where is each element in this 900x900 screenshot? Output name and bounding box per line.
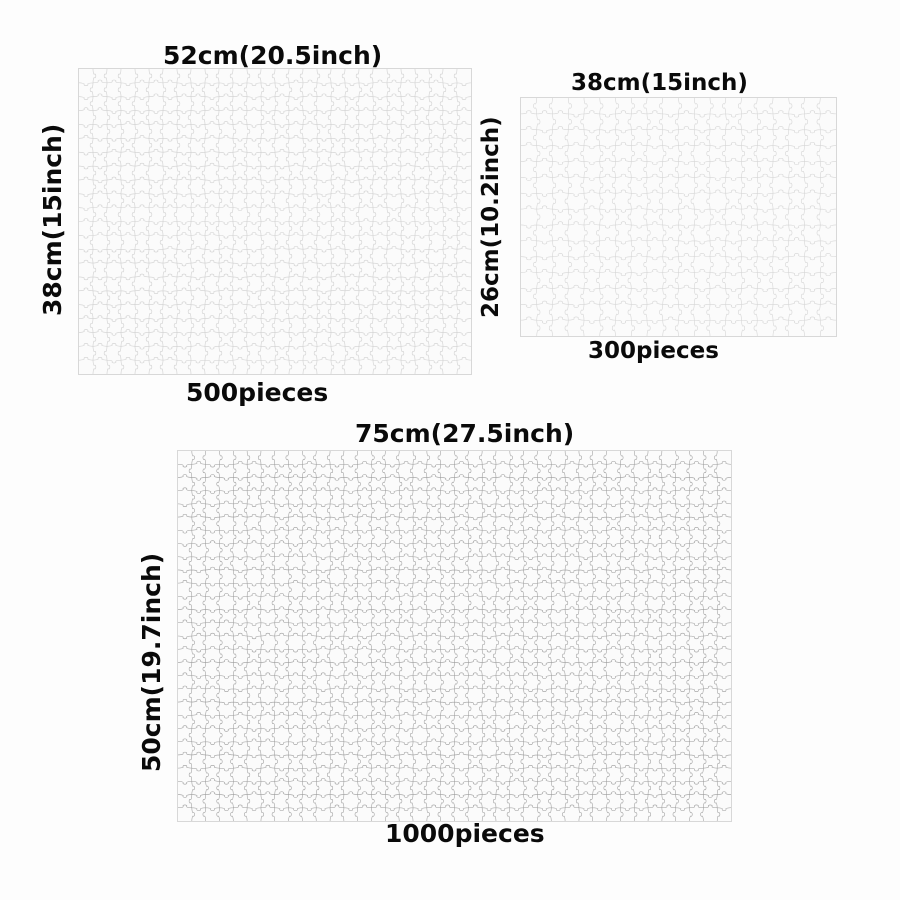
puzzle-1000-pieces-label: 1000pieces [385,819,545,848]
puzzle-1000-height-label: 50cm(19.7inch) [137,552,166,772]
puzzle-piece-outlines-500 [79,69,471,374]
puzzle-piece-outlines-1000 [178,451,731,821]
puzzle-300-width-label: 38cm(15inch) [571,70,748,96]
puzzle-300-height-label: 26cm(10.2inch) [478,116,504,318]
puzzle-panel-300 [520,97,837,337]
puzzle-500-width-label: 52cm(20.5inch) [163,41,383,70]
puzzle-panel-500 [78,68,472,375]
puzzle-500-height-label: 38cm(15inch) [38,123,67,316]
puzzle-1000-width-label: 75cm(27.5inch) [355,419,575,448]
puzzle-grid-1000 [178,451,731,821]
puzzle-grid-300 [521,98,836,336]
puzzle-panel-1000 [177,450,732,822]
puzzle-500-pieces-label: 500pieces [186,378,329,407]
puzzle-300-pieces-label: 300pieces [588,338,719,364]
puzzle-grid-500 [79,69,471,374]
puzzle-piece-outlines-300 [521,98,836,336]
